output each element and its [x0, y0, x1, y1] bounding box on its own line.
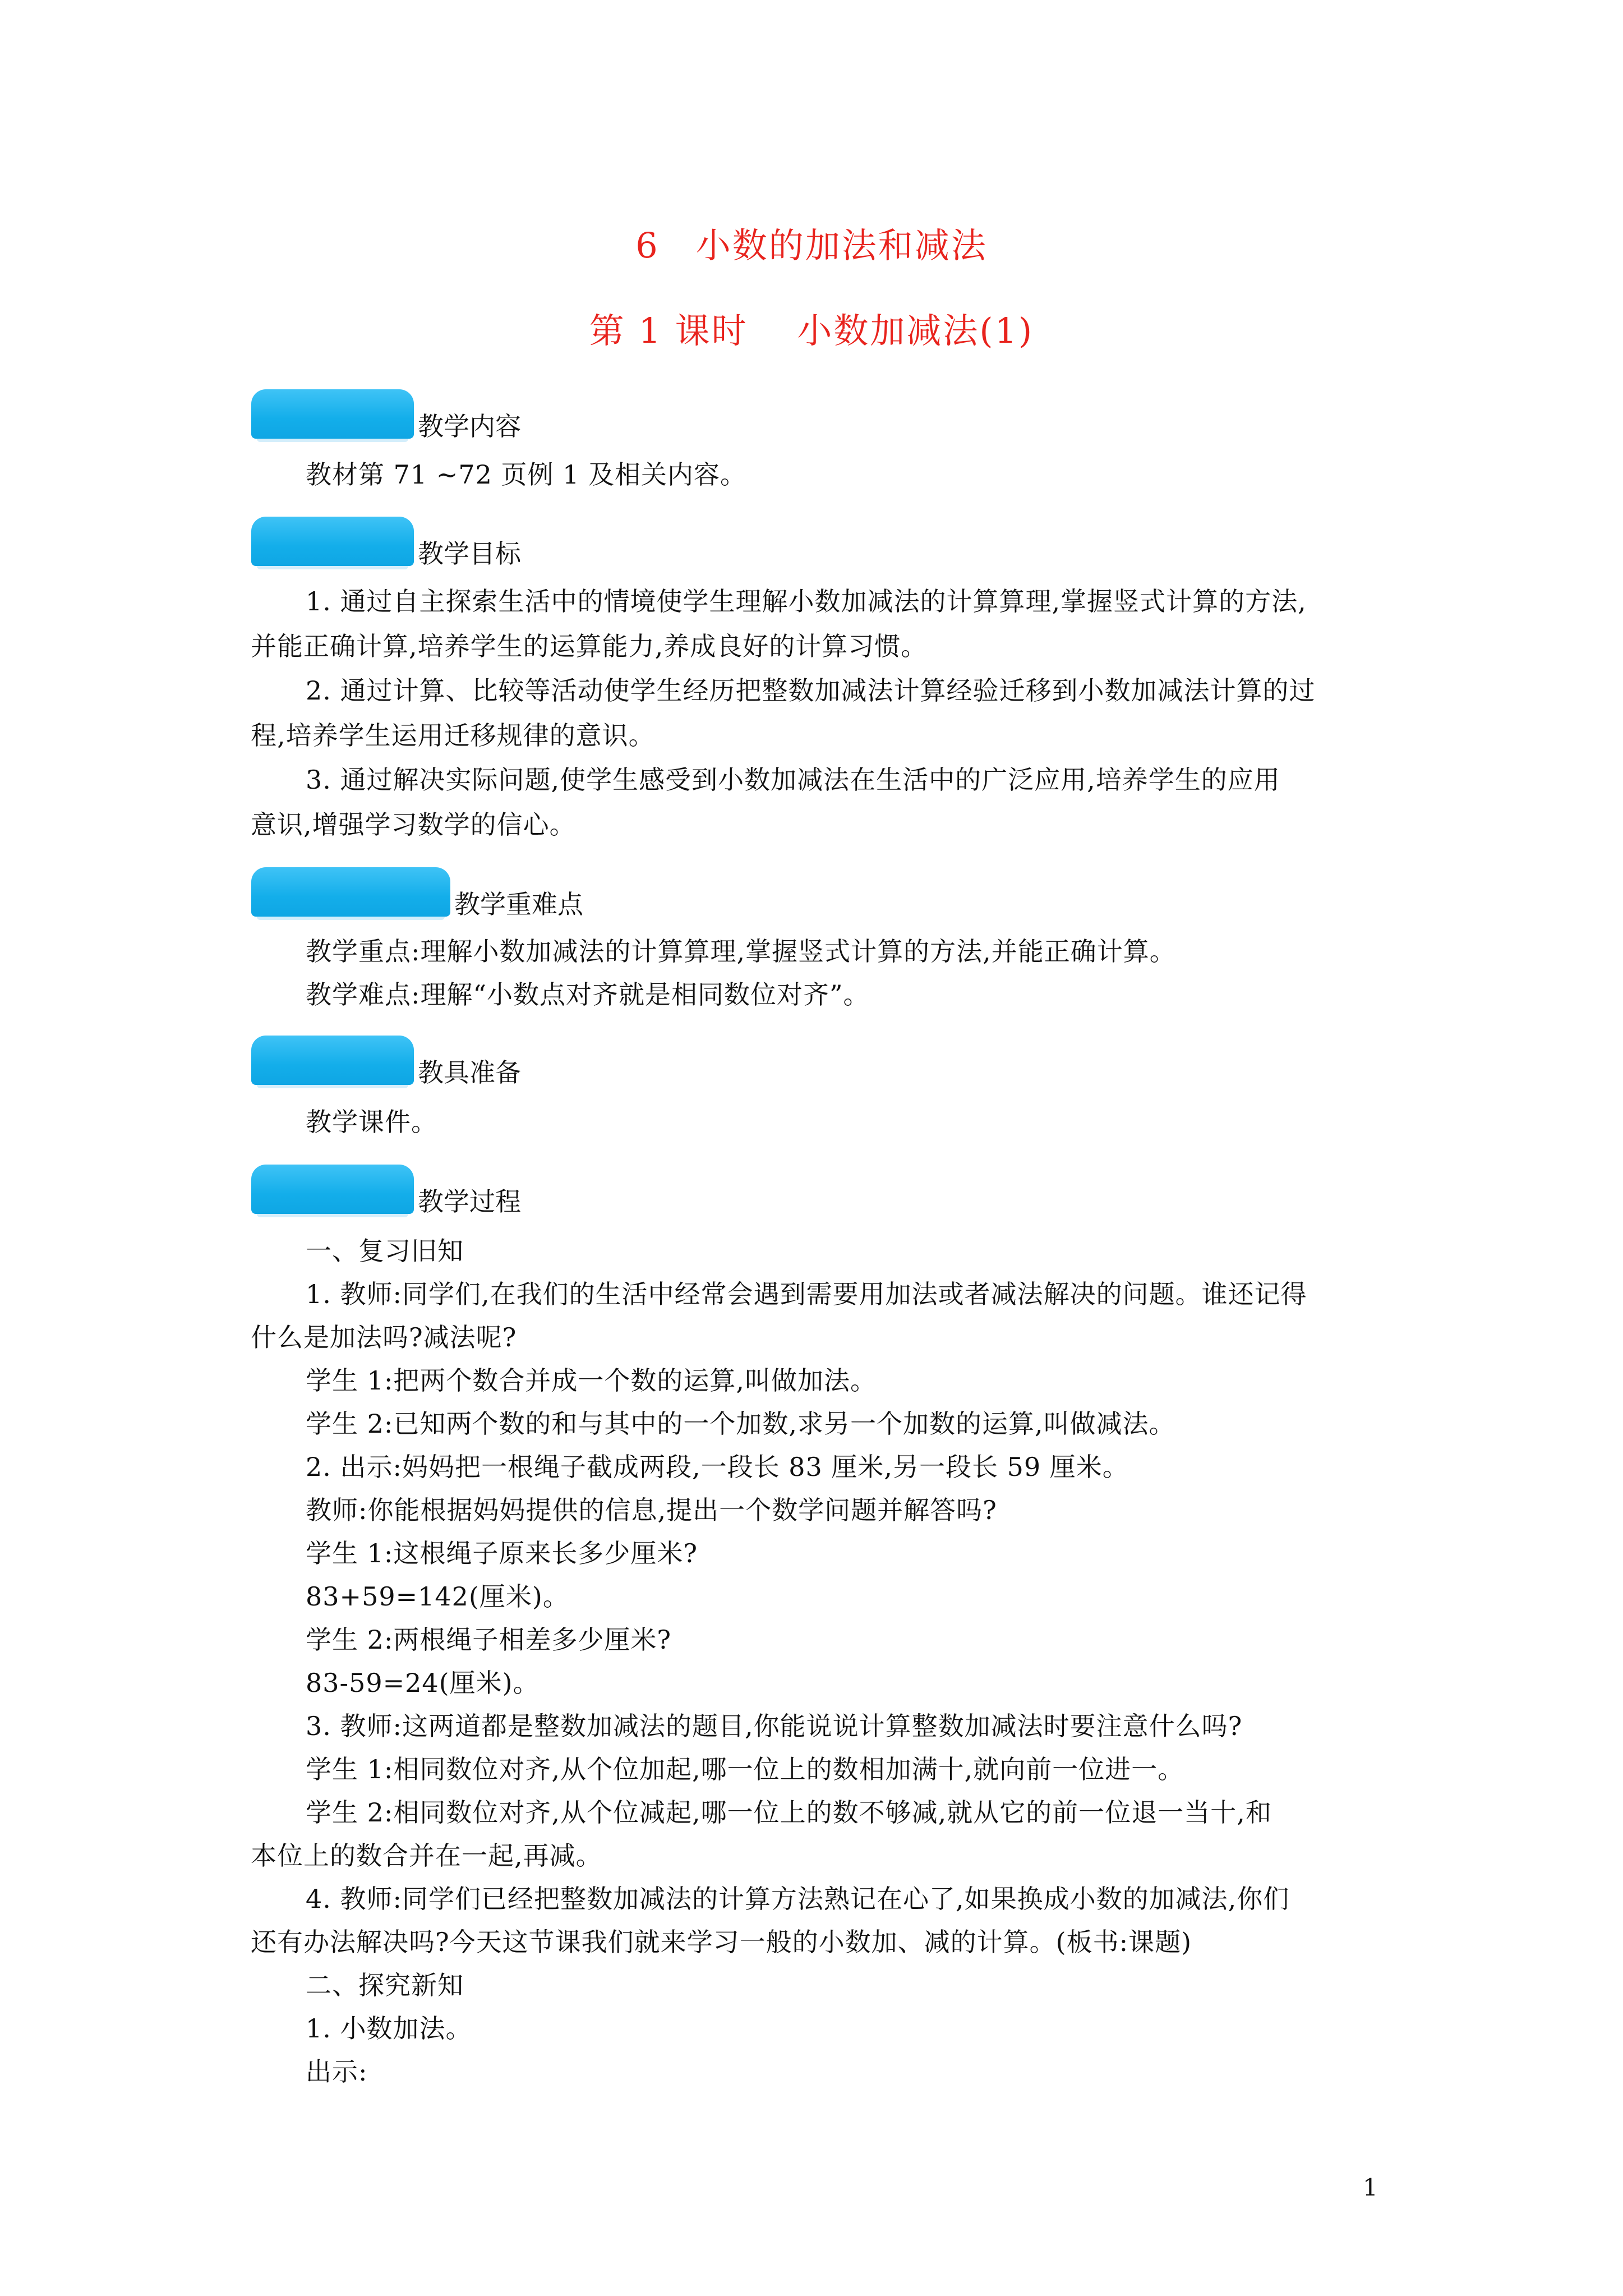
process-line: 学生 1:这根绳子原来长多少厘米?	[306, 1538, 698, 1568]
objective-line: 意识,增强学习数学的信心。	[251, 809, 576, 840]
process-line: 1. 教师:同学们,在我们的生活中经常会遇到需要用加法或者减法解决的问题。谁还记得	[306, 1279, 1307, 1309]
section-tab-marker	[251, 517, 414, 566]
process-line: 4. 教师:同学们已经把整数加减法的计算方法熟记在心了,如果换成小数的加减法,你们	[306, 1884, 1290, 1914]
chapter-title: 6 小数的加法和减法	[635, 225, 988, 266]
process-line: 1. 小数加法。	[306, 2013, 472, 2044]
process-line: 本位上的数合并在一起,再减。	[251, 1841, 602, 1871]
section-label: 教学过程	[418, 1186, 521, 1217]
process-line: 2. 出示:妈妈把一根绳子截成两段,一段长 83 厘米,另一段长 59 厘米。	[306, 1452, 1129, 1482]
process-line: 83+59=142(厘米)。	[306, 1581, 569, 1612]
process-line: 3. 教师:这两道都是整数加减法的题目,你能说说计算整数加减法时要注意什么吗?	[306, 1711, 1243, 1741]
section-tab-marker	[251, 389, 414, 439]
process-line: 83-59=24(厘米)。	[306, 1668, 540, 1698]
materials-text: 教学课件。	[306, 1107, 437, 1137]
process-line: 学生 2:已知两个数的和与其中的一个加数,求另一个加数的运算,叫做减法。	[306, 1409, 1175, 1439]
process-line: 还有办法解决吗?今天这节课我们就来学习一般的小数加、减的计算。(板书:课题)	[251, 1927, 1192, 1957]
objective-line: 1. 通过自主探索生活中的情境使学生理解小数加减法的计算算理,掌握竖式计算的方法,	[306, 586, 1307, 616]
process-line: 教师:你能根据妈妈提供的信息,提出一个数学问题并解答吗?	[306, 1495, 997, 1525]
section-label: 教学重难点	[454, 889, 583, 919]
section-tab-marker	[251, 1165, 414, 1214]
process-line: 一、复习旧知	[306, 1236, 464, 1266]
section-label: 教学目标	[418, 539, 521, 569]
section-label: 教学内容	[418, 411, 521, 441]
process-line: 学生 2:两根绳子相差多少厘米?	[306, 1625, 672, 1655]
objective-line: 程,培养学生运用迁移规律的意识。	[251, 720, 655, 751]
lesson-title: 第 1 课时 小数加减法(1)	[589, 310, 1034, 351]
process-line: 学生 1:相同数位对齐,从个位加起,哪一位上的数相加满十,就向前一位进一。	[306, 1754, 1184, 1784]
objective-line: 并能正确计算,培养学生的运算能力,养成良好的计算习惯。	[251, 631, 928, 661]
process-line: 二、探究新知	[306, 1970, 464, 2000]
section-tab-marker	[251, 1036, 414, 1085]
content-text: 教材第 71 ~72 页例 1 及相关内容。	[306, 459, 746, 490]
keypoint-line: 教学难点:理解“小数点对齐就是相同数位对齐”。	[306, 979, 870, 1010]
process-line: 出示:	[306, 2056, 368, 2087]
process-line: 学生 1:把两个数合并成一个数的运算,叫做加法。	[306, 1365, 877, 1396]
process-line: 学生 2:相同数位对齐,从个位减起,哪一位上的数不够减,就从它的前一位退一当十,和	[306, 1797, 1272, 1828]
section-label: 教具准备	[418, 1057, 521, 1088]
page-number: 1	[1363, 2174, 1378, 2201]
objective-line: 3. 通过解决实际问题,使学生感受到小数加减法在生活中的广泛应用,培养学生的应用	[306, 765, 1280, 795]
objective-line: 2. 通过计算、比较等活动使学生经历把整数加减法计算经验迁移到小数加减法计算的过	[306, 675, 1316, 706]
keypoint-line: 教学重点:理解小数加减法的计算算理,掌握竖式计算的方法,并能正确计算。	[306, 936, 1176, 967]
process-line: 什么是加法吗?减法呢?	[251, 1322, 517, 1352]
section-tab-marker	[251, 867, 450, 917]
